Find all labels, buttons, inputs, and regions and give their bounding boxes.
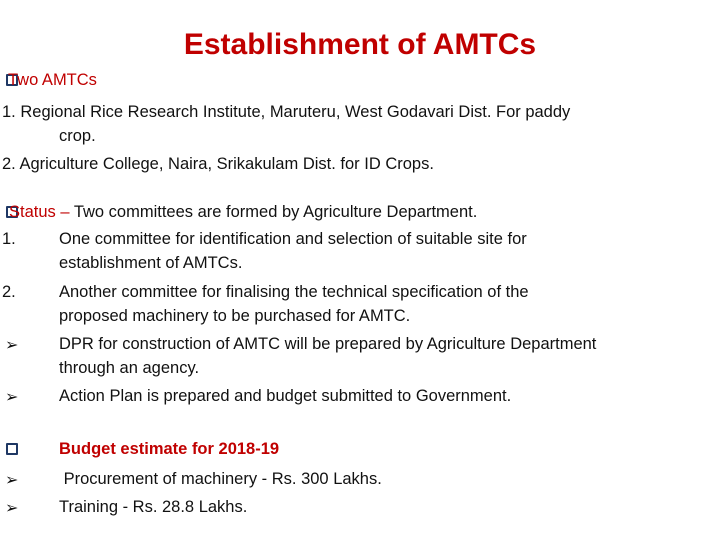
list-item [2,229,527,249]
list-item [2,154,434,174]
heading-text: Two AMTCs [8,71,97,89]
bullet-item-continuation: through an agency. [59,359,200,377]
section-status-heading [2,202,477,222]
arrow-bullet-icon: ➢ [5,389,19,406]
section-two-amtcs-heading [2,70,97,91]
arrow-bullet-icon: ➢ [5,337,19,354]
item-number: 1. [2,103,16,121]
section-budget-heading [2,439,279,459]
heading-text: Budget estimate for 2018-19 [59,440,280,458]
item-text: One committee for identification and selection of suitable site for [59,230,527,248]
bullet-item [2,469,382,490]
item-text: Agriculture College, Naira, Srikakulam Dist. for ID Crops. [19,155,434,173]
arrow-bullet-icon: ➢ [5,472,19,489]
item-text: DPR for construction of AMTC will be prepared by Agriculture Department [59,335,597,353]
item-text: Action Plan is prepared and budget submitted to Government. [59,387,512,405]
bullet-item [2,497,247,518]
square-bullet-icon [6,443,18,455]
item-number: 2. [2,155,16,173]
heading-text: Status – [9,203,70,221]
item-text: Regional Rice Research Institute, Maruteru, West Godavari Dist. For paddy [20,103,571,121]
item-text: Another committee for finalising the technical specification of the [59,283,529,301]
bullet-item [2,386,511,407]
slide-title: Establishment of AMTCs [183,28,537,61]
bullet-item [2,334,596,355]
list-item [2,102,570,122]
list-item-continuation: proposed machinery to be purchased for AMTC. [59,307,411,325]
heading-rest-text: Two committees are formed by Agriculture Department. [69,203,478,221]
list-item [2,282,529,302]
item-text: Training - Rs. 28.8 Lakhs. [59,498,248,516]
list-item-continuation: establishment of AMTCs. [59,254,243,272]
item-text: Procurement of machinery - Rs. 300 Lakhs. [59,470,382,488]
list-item-continuation: crop. [59,127,96,145]
item-number: 2. [2,283,16,301]
arrow-bullet-icon: ➢ [5,500,19,517]
item-number: 1. [2,230,16,248]
